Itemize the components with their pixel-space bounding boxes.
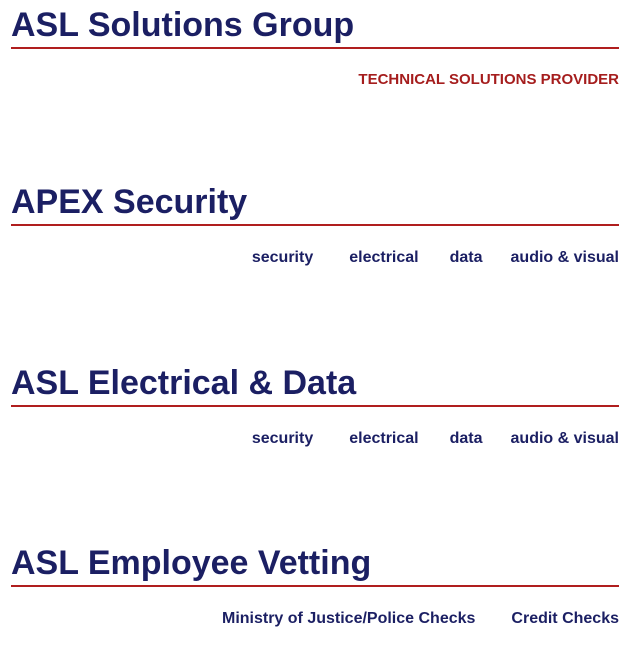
tagline: TECHNICAL SOLUTIONS PROVIDER — [358, 71, 619, 88]
service-list — [252, 249, 619, 267]
service-item-audio-visual: audio & visual — [510, 430, 619, 447]
section-divider — [11, 224, 619, 226]
service-list — [222, 610, 619, 628]
service-item-data: data — [449, 249, 483, 266]
service-item-security: security — [251, 430, 314, 447]
section-divider — [11, 585, 619, 587]
service-item-police-checks: Ministry of Justice/Police Checks — [221, 610, 476, 627]
service-item-credit-checks: Credit Checks — [511, 610, 619, 627]
section-title-apex-security: APEX Security — [11, 183, 248, 221]
service-item-electrical: electrical — [349, 249, 419, 266]
service-item-data: data — [449, 430, 483, 447]
service-list — [252, 430, 619, 448]
section-title-asl-electrical-data: ASL Electrical & Data — [11, 364, 357, 402]
section-title-asl-solutions-group: ASL Solutions Group — [11, 6, 355, 44]
section-divider — [11, 405, 619, 407]
service-item-security: security — [251, 249, 314, 266]
service-item-electrical: electrical — [349, 430, 419, 447]
section-divider — [11, 47, 619, 49]
service-item-audio-visual: audio & visual — [510, 249, 619, 266]
section-title-asl-employee-vetting: ASL Employee Vetting — [11, 544, 372, 582]
